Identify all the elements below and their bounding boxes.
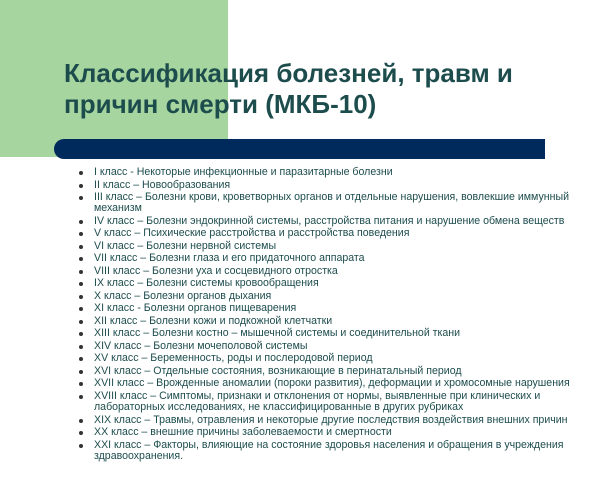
list-item <box>94 391 598 414</box>
list-item <box>94 266 598 277</box>
bullet-icon <box>79 220 83 224</box>
list-item-text: XVII класс – Врожденные аномалии (пороки развития), деформации и хромосомные нарушения <box>94 377 570 390</box>
list-item <box>94 192 598 215</box>
bullet-icon <box>79 370 83 374</box>
list-item <box>94 378 598 389</box>
list-item-text: XVIII класс – Симптомы, признаки и отклонения от нормы, выявленные при клинических и лабораторных исследованиях, не классифицированные в других рубриках <box>94 389 541 414</box>
list-item-text: XIII класс – Болезни костно – мышечной системы и соединительной ткани <box>94 327 461 340</box>
list-item-text: II класс – Новообразования <box>94 178 231 191</box>
bullet-icon <box>79 382 83 386</box>
title-line-2: причин смерти (МКБ-10) <box>64 89 377 119</box>
list-item <box>94 167 598 178</box>
bullet-icon <box>79 332 83 336</box>
bullet-icon <box>79 257 83 261</box>
list-item-text: XII класс – Болезни кожи и подкожной клетчатки <box>94 314 333 327</box>
bullet-icon <box>79 270 83 274</box>
bullet-icon <box>79 357 83 361</box>
list-item-text: IX класс – Болезни системы кровообращения <box>94 277 319 290</box>
list-item-text: XIV класс – Болезни мочеполовой системы <box>94 339 308 352</box>
title-line-1: Классификация болезней, травм и <box>64 58 513 88</box>
divider-bar <box>72 139 545 159</box>
slide-title <box>64 58 594 120</box>
bullet-icon <box>79 232 83 236</box>
list-item <box>94 291 598 302</box>
bullet-icon <box>79 395 83 399</box>
list-item <box>94 216 598 227</box>
list-item-text: IV класс – Болезни эндокринной системы, расстройства питания и нарушение обмена веществ <box>94 214 565 227</box>
list-item-text: XI класс - Болезни органов пищеварения <box>94 302 297 315</box>
list-item <box>94 278 598 289</box>
bullet-icon <box>79 295 83 299</box>
bullet-icon <box>79 444 83 448</box>
bullet-icon <box>79 245 83 249</box>
list-item-text: XV класс – Беременность, роды и послеродовой период <box>94 352 373 365</box>
list-item <box>94 316 598 327</box>
list-item <box>94 241 598 252</box>
list-item-text: X класс – Болезни органов дыхания <box>94 289 272 302</box>
bullet-icon <box>79 282 83 286</box>
list-item-text: VI класс – Болезни нервной системы <box>94 239 277 252</box>
list-item <box>94 415 598 426</box>
list-item-text: XX класс – внешние причины заболеваемости и смертности <box>94 426 392 439</box>
list-item-text: XVI класс – Отдельные состояния, возникающие в перинатальный период <box>94 364 462 377</box>
bullet-icon <box>79 320 83 324</box>
list-item <box>94 427 598 438</box>
list-item <box>94 253 598 264</box>
bullet-icon <box>79 419 83 423</box>
list-item <box>94 228 598 239</box>
icd-class-list <box>94 167 598 464</box>
bullet-icon <box>79 196 83 200</box>
list-item <box>94 440 598 463</box>
list-item <box>94 303 598 314</box>
list-item-text: VIII класс – Болезни уха и сосцевидного отростка <box>94 264 338 277</box>
bullet-icon <box>79 345 83 349</box>
list-item <box>94 366 598 377</box>
bullet-icon <box>79 307 83 311</box>
bullet-icon <box>79 171 83 175</box>
list-item <box>94 353 598 364</box>
bullet-icon <box>79 184 83 188</box>
list-item <box>94 341 598 352</box>
list-item-text: I класс - Некоторые инфекционные и паразитарные болезни <box>94 166 393 178</box>
bullet-icon <box>79 431 83 435</box>
list-item-text: V класс – Психические расстройства и расстройства поведения <box>94 227 410 240</box>
list-item <box>94 328 598 339</box>
list-item-text: VII класс – Болезни глаза и его придаточного аппарата <box>94 252 365 265</box>
list-item-text: III класс – Болезни крови, кроветворных органов и отдельные нарушения, вовлекшие иммунный механизм <box>94 191 569 215</box>
list-item <box>94 180 598 191</box>
list-item-text: XXI класс – Факторы, влияющие на состояние здоровья населения и обращения в учреждения здравоохранения. <box>94 438 564 463</box>
list-item-text: XIX класс – Травмы, отравления и некоторые другие последствия воздействия внешних причин <box>94 413 568 426</box>
